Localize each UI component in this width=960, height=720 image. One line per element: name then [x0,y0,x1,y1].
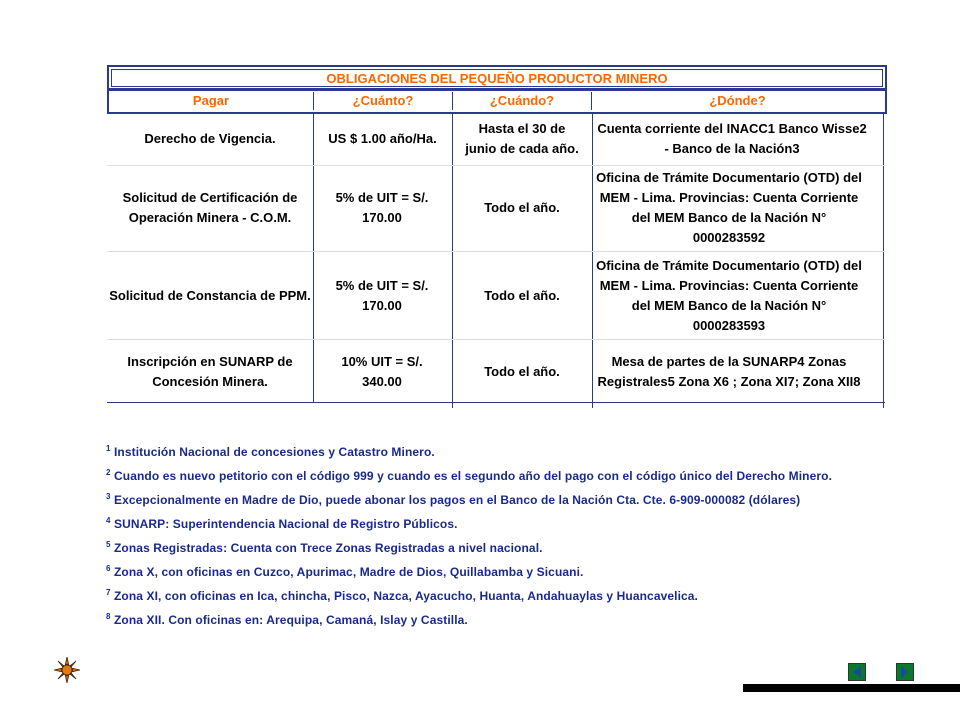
cell-pagar: Inscripción en SUNARP de Concesión Minera. [127,354,293,389]
table-title: OBLIGACIONES DEL PEQUEÑO PRODUCTOR MINERO [326,71,668,86]
cell-cuanto: US $ 1.00 año/Ha. [328,130,437,146]
cell-donde: Oficina de Trámite Documentario (OTD) del MEM - Lima. Provincias: Cuenta Corriente del MEM Banco de la Nación N° 0000283593 [596,258,862,333]
footnote [106,540,543,555]
column-divider [592,112,593,408]
footnote [106,468,832,483]
table-bottom-border [107,402,885,403]
obligations-table [107,65,885,408]
footnote-text: SUNARP: Superintendencia Nacional de Registro Públicos. [114,517,458,531]
cell-cuando: Todo el año. [484,200,560,215]
bottom-bar [743,684,960,692]
footnote-number: 1 [106,444,111,453]
cell-cuanto: 10% UIT = S/. 340.00 [341,354,423,389]
cell-pagar: Solicitud de Certificación de Operación Minera - C.O.M. [122,190,298,225]
cell-cuanto: 5% de UIT = S/. 170.00 [335,278,429,313]
sun-star-icon[interactable] [54,657,80,683]
footnote-number: 6 [106,564,111,573]
cell-cuanto: 5% de UIT = S/. 170.00 [335,190,429,225]
previous-slide-button[interactable] [848,663,866,681]
footnote-number: 3 [106,492,111,501]
footnote-number: 2 [106,468,111,477]
cell-donde: Cuenta corriente del INACC1 Banco Wisse2 - Banco de la Nación3 [597,120,867,156]
header-cuando: ¿Cuándo? [453,92,592,110]
cell-cuando: Todo el año. [484,364,560,379]
cell-donde: Oficina de Trámite Documentario (OTD) del MEM - Lima. Provincias: Cuenta Corriente del MEM Banco de la Nación N° 0000283592 [596,170,862,245]
triangle-right-icon [897,664,913,680]
cell-pagar: Derecho de Vigencia. [144,130,276,146]
footnote [106,588,698,603]
row-divider [107,251,885,252]
footnote [106,444,435,459]
footnote-number: 8 [106,612,111,621]
header-donde: ¿Dónde? [709,93,766,108]
footnote-number: 5 [106,540,111,549]
cell-donde: Mesa de partes de la SUNARP4 Zonas Registrales5 Zona X6 ; Zona XI7; Zona XII8 [597,354,861,389]
next-slide-button[interactable] [896,663,914,681]
footnote [106,516,458,531]
footnote-text: Cuando es nuevo petitorio con el código 999 y cuando es el segundo año del pago con el código único del Derecho Minero. [114,469,833,483]
footnote [106,564,583,579]
footnote-text: Zonas Registradas: Cuenta con Trece Zonas Registradas a nivel nacional. [114,541,543,555]
column-divider [883,112,884,408]
footnote-text: Zona XII. Con oficinas en: Arequipa, Camaná, Islay y Castilla. [114,613,468,627]
cell-pagar: Solicitud de Constancia de PPM. [109,288,311,303]
cell-cuando: Hasta el 30 de junio de cada año. [465,120,579,156]
cell-cuando: Todo el año. [484,288,560,303]
footnote-text: Zona XI, con oficinas en Ica, chincha, Pisco, Nazca, Ayacucho, Huanta, Andahuaylas y Huancavelica. [114,589,698,603]
row-divider [107,339,885,340]
footnote [106,492,800,507]
header-cuanto: ¿Cuánto? [314,92,453,110]
footnote-number: 7 [106,588,111,597]
header-pagar: Pagar [109,92,314,110]
footnote-text: Zona X, con oficinas en Cuzco, Apurimac, Madre de Dios, Quillabamba y Sicuani. [114,565,584,579]
footnote-number: 4 [106,516,111,525]
footnote [106,612,468,627]
footnote-text: Institución Nacional de concesiones y Catastro Minero. [114,445,435,459]
triangle-left-icon [849,664,865,680]
footnote-text: Excepcionalmente en Madre de Dio, puede abonar los pagos en el Banco de la Nación Cta. Cte. 6-909-000082 (dólares) [114,493,801,507]
